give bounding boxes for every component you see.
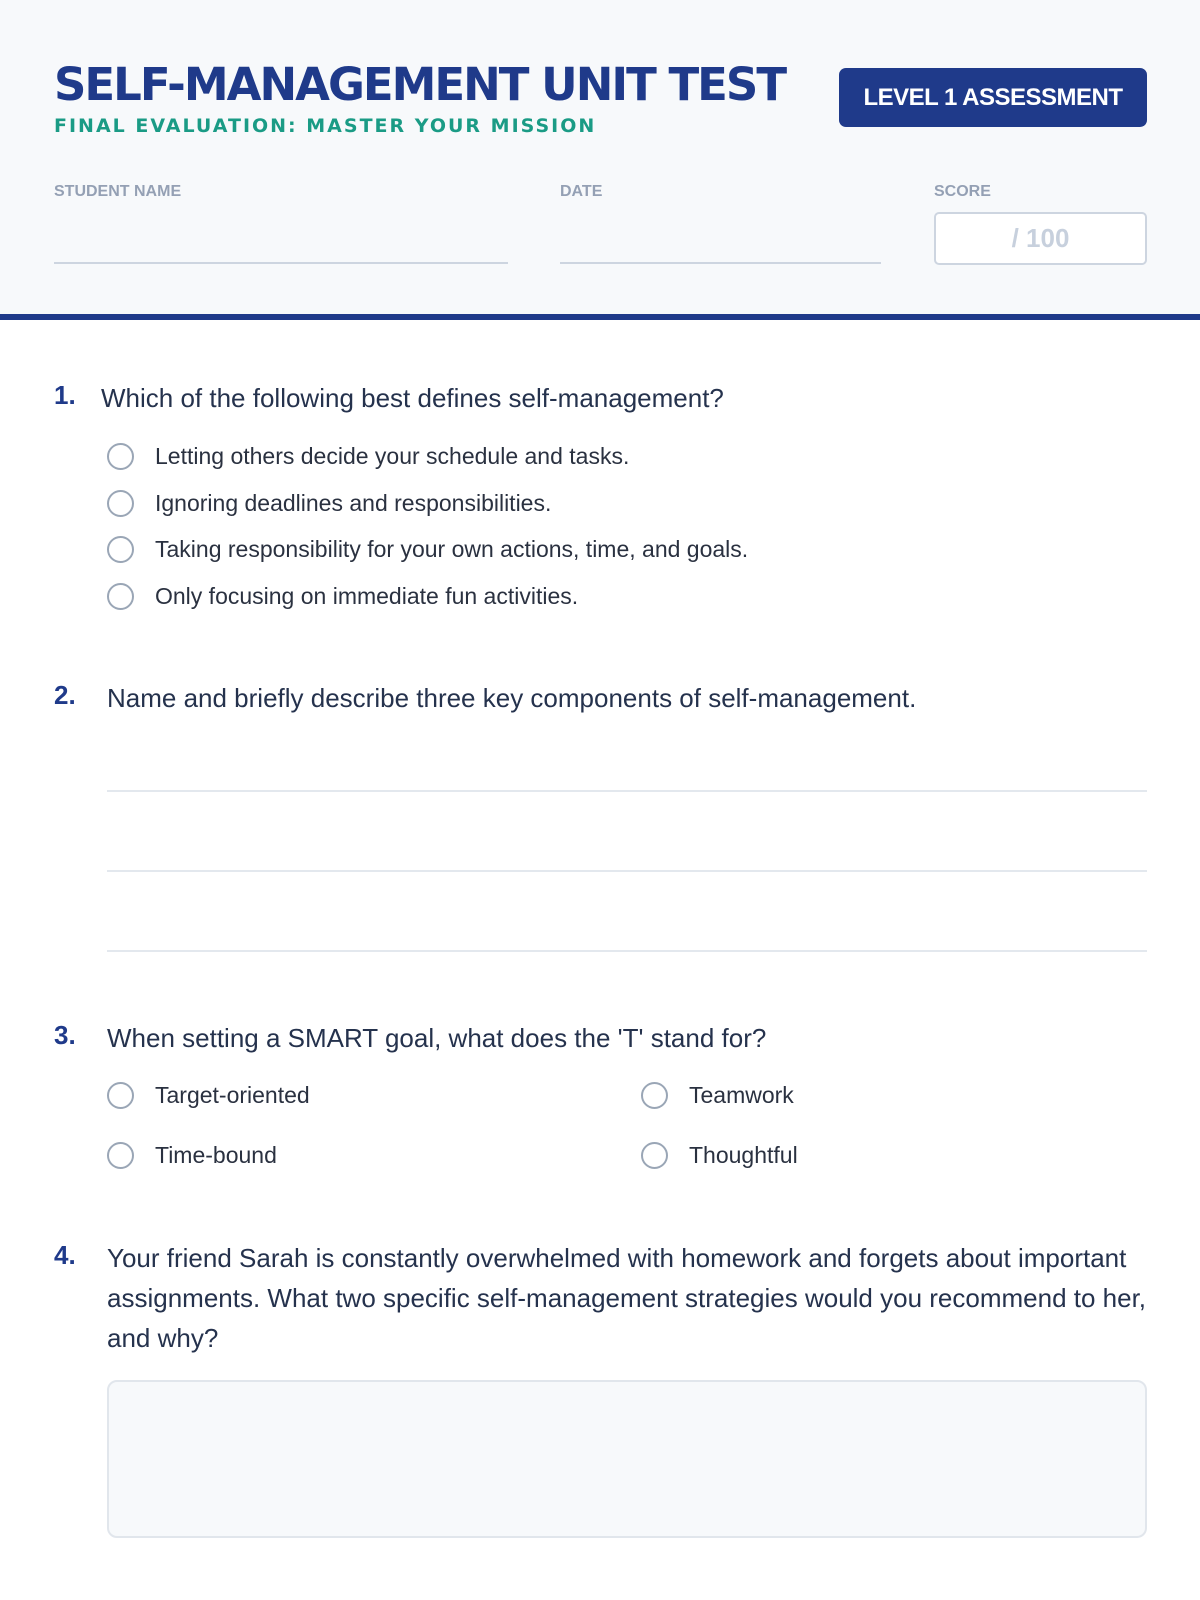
option-label: Thoughtful [689, 1141, 798, 1168]
question-3-option-teamwork[interactable] [641, 1080, 794, 1110]
question-4-answer-box[interactable] [107, 1380, 1147, 1538]
question-4-number: 4. [54, 1240, 76, 1270]
question-2-text: Name and briefly describe three key components of self-management. [107, 683, 917, 713]
date-label: DATE [560, 183, 603, 200]
option-label: Target-oriented [155, 1081, 310, 1108]
option-label: Only focusing on immediate fun activities. [155, 582, 579, 609]
question-1-option-a[interactable] [107, 441, 629, 471]
test-header [0, 0, 1200, 320]
score-label: SCORE [934, 183, 991, 200]
radio-button[interactable] [107, 443, 134, 470]
answer-line-3[interactable] [107, 950, 1147, 952]
question-4-text: Your friend Sarah is constantly overwhelmed with homework and forgets about important assignments. What two specific self-management strategies would you recommend to her, and why? [107, 1243, 1147, 1353]
radio-button[interactable] [107, 490, 134, 517]
answer-line-1[interactable] [107, 790, 1147, 792]
radio-button[interactable] [107, 1142, 134, 1169]
level-badge: LEVEL 1 ASSESSMENT [839, 68, 1147, 127]
question-3-option-target-oriented[interactable] [107, 1080, 310, 1110]
question-3-text: When setting a SMART goal, what does the 'T' stand for? [107, 1023, 767, 1053]
option-label: Taking responsibility for your own actions, time, and goals. [155, 535, 749, 562]
option-label: Ignoring deadlines and responsibilities. [155, 489, 552, 516]
question-1-option-d[interactable] [107, 581, 578, 611]
question-3-number: 3. [54, 1020, 76, 1050]
question-1-option-b[interactable] [107, 488, 551, 518]
option-label: Letting others decide your schedule and tasks. [155, 442, 630, 469]
option-label: Teamwork [689, 1081, 794, 1108]
student-name-field[interactable] [54, 262, 508, 264]
question-1-number: 1. [54, 380, 76, 410]
radio-button[interactable] [107, 1082, 134, 1109]
radio-button[interactable] [107, 583, 134, 610]
question-1-option-c[interactable] [107, 534, 748, 564]
radio-button[interactable] [641, 1082, 668, 1109]
option-label: Time-bound [155, 1141, 277, 1168]
page-title: SELF-MANAGEMENT UNIT TEST [54, 58, 786, 111]
student-name-label: STUDENT NAME [54, 183, 182, 200]
score-placeholder: / 100 [1011, 223, 1070, 253]
question-3-option-time-bound[interactable] [107, 1140, 277, 1170]
date-field[interactable] [560, 262, 881, 264]
radio-button[interactable] [641, 1142, 668, 1169]
score-field[interactable] [934, 212, 1147, 265]
answer-line-2[interactable] [107, 870, 1147, 872]
question-1-text: Which of the following best defines self-management? [101, 383, 724, 413]
page-subtitle: FINAL EVALUATION: MASTER YOUR MISSION [54, 115, 597, 137]
question-3-option-thoughtful[interactable] [641, 1140, 798, 1170]
radio-button[interactable] [107, 536, 134, 563]
question-2-number: 2. [54, 680, 76, 710]
